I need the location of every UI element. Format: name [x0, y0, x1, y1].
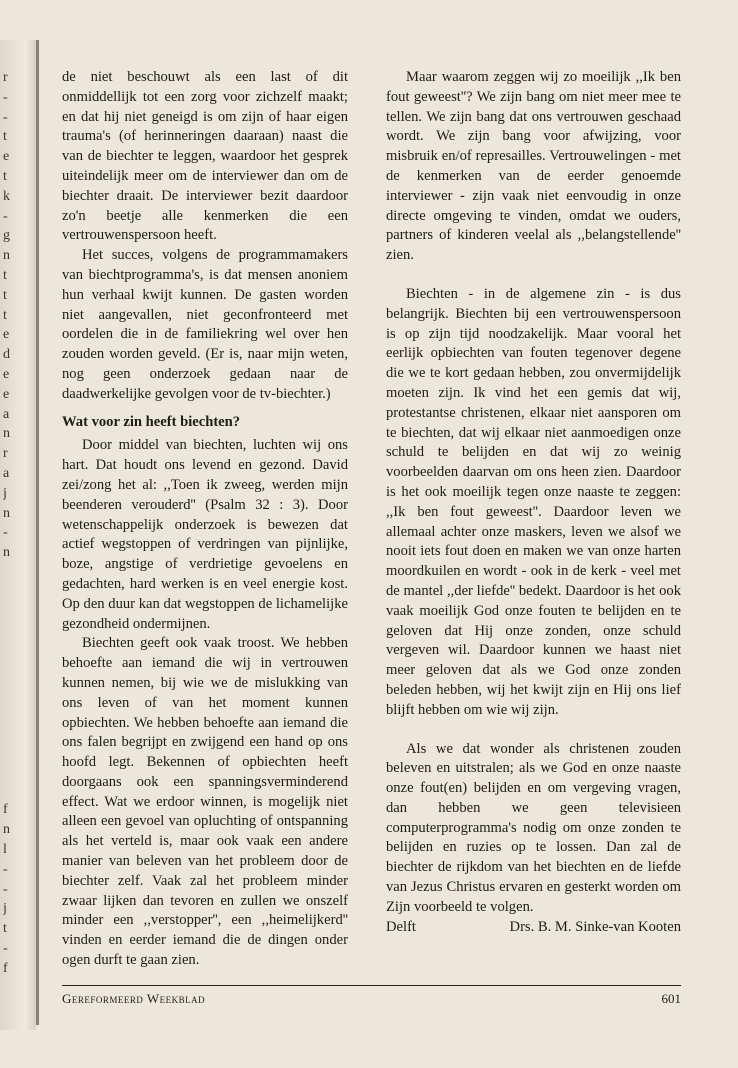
margin-fragment: d — [3, 347, 10, 363]
margin-fragment: g — [3, 228, 10, 244]
left-paragraph-1: de niet beschouwt als een last of dit onmiddellijk tot een zorg voor zichzelf maakt; en dat hij niet geneigd is om zijn of haar eigen trauma's (of herinneringen daaraan) naast die van de biechter te leggen, waardoor het gesprek uiteindelijk meer om de interviewer dan om de biechter draait. De interviewer bezit daardoor zo'n beetje alle kenmerken die een vertrouwenspersoon heeft. — [62, 69, 348, 244]
margin-fragment: - — [3, 109, 8, 125]
margin-fragment: - — [3, 89, 8, 105]
margin-fragment — [3, 622, 19, 642]
publication-name: Gereformeerd Weekblad — [62, 991, 206, 1006]
margin-fragment — [3, 682, 19, 702]
margin-fragment: j — [3, 901, 7, 917]
right-paragraph-1: Maar waarom zeggen wij zo moeilijk ,,Ik ben fout geweest''? We zijn bang om niet meer mee te tellen. We zijn bang dat ons vertrouwen geschaad wordt. We zijn bang voor afwijzing, voor misbruik en/of represailles. Vertrouwelingen - met de kenmerken van de eerder genoemde interviewer - zijn vaak niet eenvoudig in onze directe omgeving te vinden, omdat we ouders, partners of kinderen veelal als ,,belangstellende'' zien. — [386, 69, 681, 264]
margin-fragment: e — [3, 149, 10, 165]
margin-fragment: t — [3, 287, 7, 303]
section-heading: Wat voor zin heeft biechten? — [62, 413, 241, 430]
margin-fragment: a — [3, 406, 10, 422]
gutter-shadow — [36, 40, 39, 1025]
margin-fragment: r — [3, 70, 8, 85]
margin-fragment: n — [3, 426, 10, 442]
author: Drs. B. M. Sinke-van Kooten — [509, 918, 681, 935]
margin-fragment — [3, 642, 19, 662]
place: Delft — [386, 918, 416, 935]
margin-fragment: t — [3, 168, 7, 184]
margin-fragment: n — [3, 505, 10, 521]
left-paragraph-4: Biechten geeft ook vaak troost. We hebben behoefte aan iemand die wij in vertrouwen kunnen nemen, bij wie we de mislukking van ons leven of van het moment kunnen opbiechten. We hebben behoefte aan iemand die ons falen begrijpt en zwijgend een hand op ons hoofd legt. Bekennen of opbiechten heeft doorgaans ook een spanningsverminderend effect. Wat we erdoor winnen, is mogelijk niet alleen een gevoel van opluchting of ontspanning als het verteld is, maar ook vaak een andere manier van beleven van het probleem door de biechter zelf. Vaak zal het probleem minder zwaar lijken dan tevoren en zullen we onszelf minder een ,,verstopper'', een ,,heimelijkerd'' vinden en eerder iemand die de dingen onder ogen durft te gaan zien. — [62, 635, 348, 969]
page-number: 601 — [661, 991, 681, 1006]
margin-fragment: f — [3, 960, 8, 976]
margin-fragment: e — [3, 386, 10, 402]
left-paragraph-3: Door middel van biechten, luchten wij ons hart. Dat houdt ons levend en gezond. David zei/zong het al: ,,Toen ik zweeg, werden mijn beenderen verouderd'' (Psalm 32 : 3). Door wetenschappelijk onderzoek is bewezen dat actief wegstoppen of verdringen van pijnlijke, boze, angstige of verdrietige gevoelens en gedachten, hard werken is en veel energie kost. Op den duur kan dat wegstoppen de lichamelijke gezondheid ondermijnen. — [62, 437, 348, 632]
right-paragraph-3: Als we dat wonder als christenen zouden beleven en uitstralen; als we God en onze naaste onze fout(en) belijden en om vergeving vragen, dan hebben we geen televisieen computerprogramma's nodig om onze zonden te belijden en ruzies op te lossen. Dan zal de biechter de rijkdom van het biechten en de liefde van Jezus Christus ervaren en gesterkt worden om Zijn voorbeeld te volgen. — [386, 740, 681, 915]
margin-fragment — [3, 583, 19, 603]
margin-fragment — [3, 741, 19, 761]
margin-fragment: n — [3, 822, 10, 838]
margin-fragment — [3, 761, 19, 781]
margin-fragment: - — [3, 941, 8, 957]
left-column — [62, 68, 348, 971]
margin-fragment: t — [3, 307, 7, 323]
right-paragraph-2: Biechten - in de algemene zin - is dus belangrijk. Biechten bij een vertrouwenspersoon is op zijn tijd noodzakelijk. Maar vooral het eerlijk opbiechten van fouten tegenover degene die we te kort gedaan hebben, zou onvermijdelijk moeten zijn. Ik vind het een gemis dat wij, protestantse christenen, elkaar niet aansporen om te biechten, dat wij elkaar niet aanmoedigen onze schuld te belijden en dat wij zo weinig voorbeelden daarvan om ons heen zien. Daardoor is het ook moeilijk tegen onze naaste te zeggen: ,,Ik ben fout geweest''. Daardoor leven we allemaal achter onze maskers, leven we alsof we nooit iets fout doen en maken we van onze harten moordkuilen en wordt - ook in de kerk - veel met de mantel ,,der liefde'' bedekt. Daardoor is het ook vaak moeilijk God onze fouten te belijden en te geloven dat Hij onze zonden, onze schuld vergeven wil. Daardoor kunnen we haast niet meer geloven dat als we God onze zonden beleden hebben, wij het kwijt zijn en Hij ons lief blijft hebben om wie wij zijn. — [386, 285, 681, 718]
margin-fragment: f — [3, 802, 8, 818]
margin-fragment — [3, 781, 19, 801]
margin-fragment — [3, 721, 19, 741]
margin-fragment: - — [3, 861, 8, 877]
margin-fragment: - — [3, 208, 8, 224]
margin-fragment: e — [3, 327, 10, 343]
margin-fragment: t — [3, 921, 7, 937]
left-paragraph-2: Het succes, volgens de programmamakers van biechtprogramma's, is dat mensen anoniem hun verhaal kwijt kunnen. De gasten worden niet aangevallen, niet geconfronteerd met oordelen die in de familiekring wel over hen zouden worden geveld. (Er is, naar mijn weten, nog geen onderzoek gedaan naar de daadwerkelijke gevolgen voor de tv-biechter.) — [62, 247, 348, 402]
margin-fragment: r — [3, 446, 8, 462]
margin-fragment: t — [3, 267, 7, 283]
margin-fragment: n — [3, 545, 10, 561]
margin-fragment: a — [3, 465, 10, 481]
margin-fragment: l — [3, 842, 7, 858]
margin-fragment — [3, 603, 19, 623]
margin-fragment — [3, 662, 19, 682]
right-column — [386, 68, 681, 937]
footer-rule — [62, 985, 681, 986]
margin-fragment — [3, 702, 19, 722]
margin-fragment: n — [3, 248, 10, 264]
margin-fragments — [3, 68, 19, 979]
margin-fragment: - — [3, 525, 8, 541]
margin-fragment: - — [3, 881, 8, 897]
signature-line — [386, 918, 681, 938]
margin-fragment — [3, 563, 19, 583]
margin-fragment: k — [3, 188, 10, 204]
margin-fragment: j — [3, 485, 7, 501]
margin-fragment: t — [3, 129, 7, 145]
margin-fragment: e — [3, 366, 10, 382]
